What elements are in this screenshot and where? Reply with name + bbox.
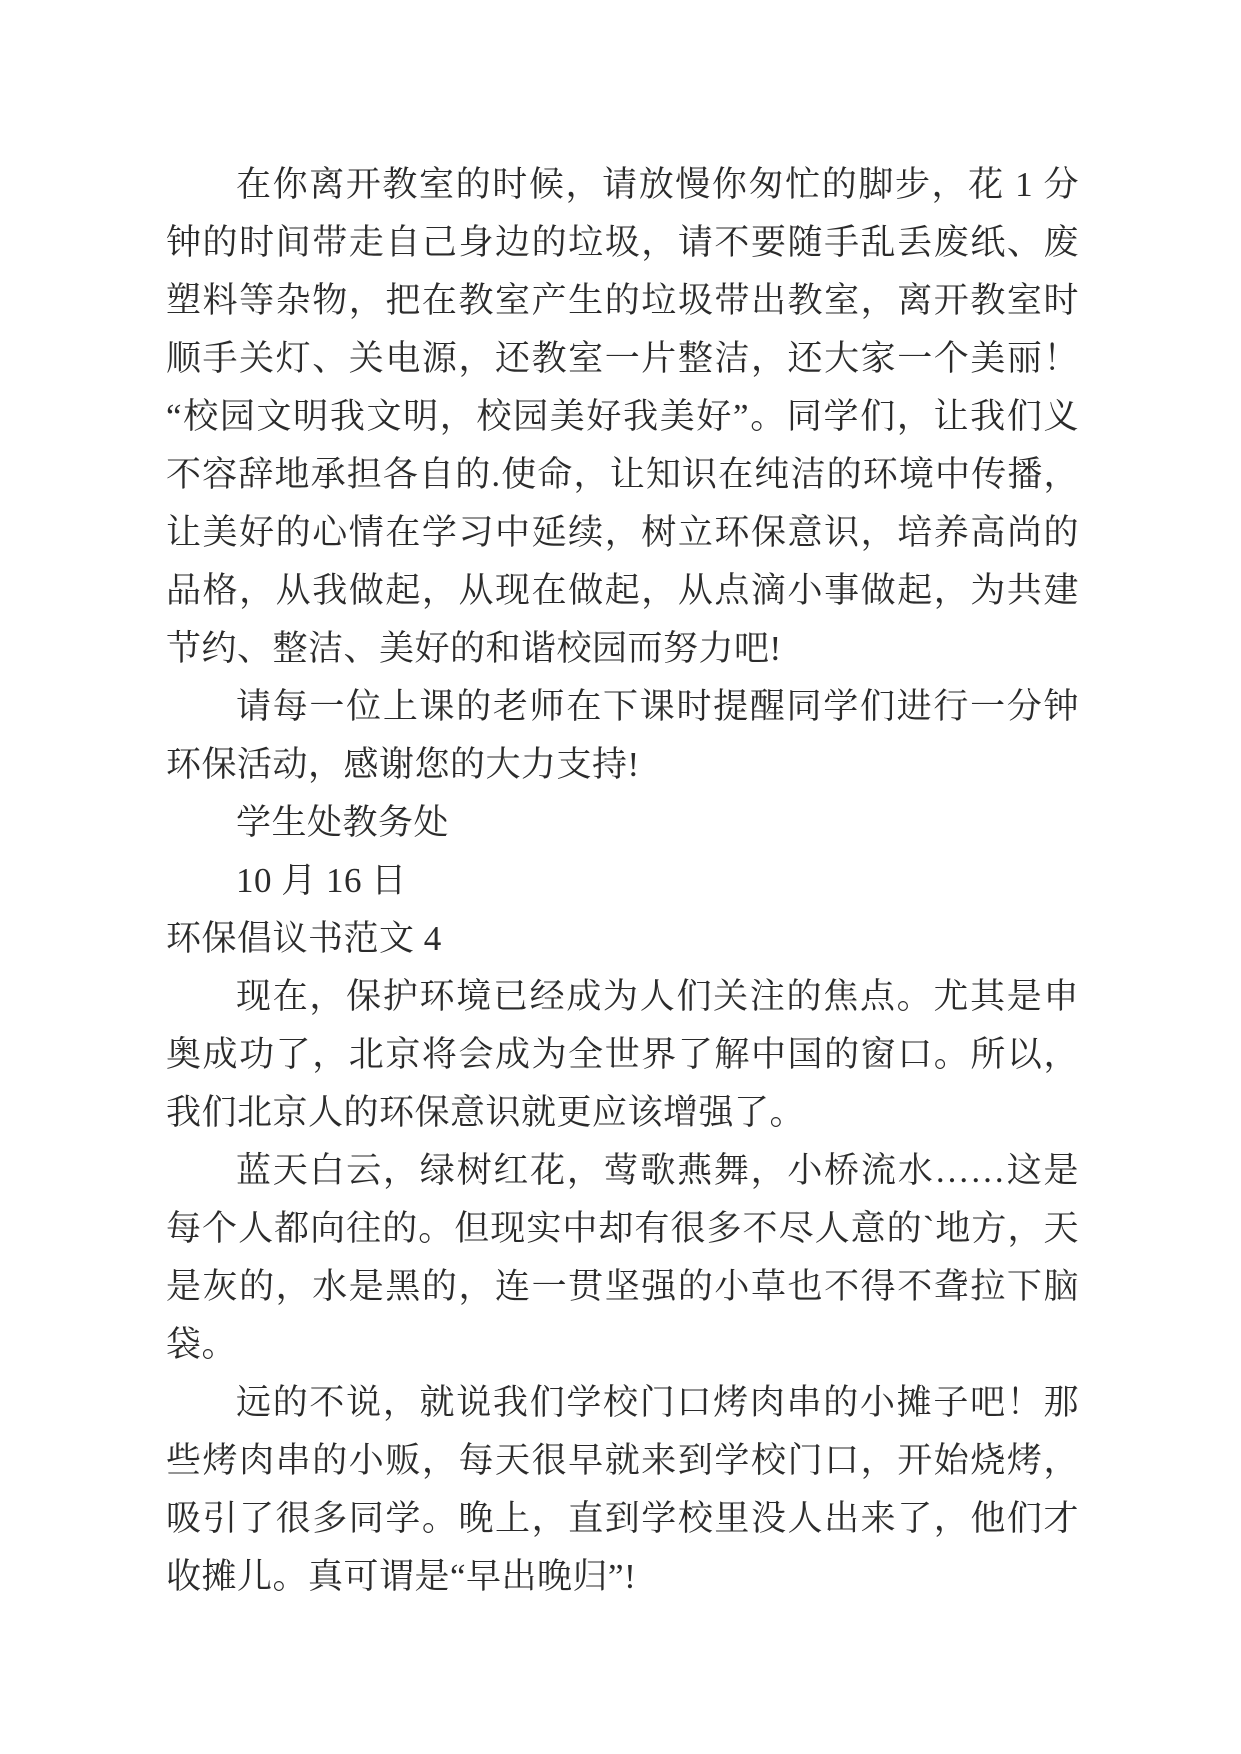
section-heading: 环保倡议书范文 4 (166, 919, 442, 958)
paragraph-teacher-request: 请每一位上课的老师在下课时提醒同学们进行一分钟环保活动，感谢您的大力支持! (166, 687, 1079, 784)
paragraph-classroom-cleanup: 在你离开教室的时候，请放慢你匆忙的脚步，花 1 分钟的时间带走自己身边的垃圾，请不要随手乱丢废纸、废塑料等杂物，把在教室产生的垃圾带出教室，离开教室时顺手关灯、关电源，还教室一片整洁，还大家一个美丽！“校园文明我文明，校园美好我美好”。同学们，让我们义不容辞地承担各自的.使命，让知识在纯洁的环境中传播，让美好的心情在学习中延续，树立环保意识，培养高尚的品格，从我做起，从现在做起，从点滴小事做起，为共建节约、整洁、美好的和谐校园而努力吧! (166, 165, 1079, 668)
paragraph-ideal-vs-reality: 蓝天白云，绿树红花，莺歌燕舞，小桥流水……这是每个人都向往的。但现实中却有很多不尽人意的`地方，天是灰的，水是黑的，连一贯坚强的小草也不得不聋拉下脑袋。 (166, 1151, 1079, 1364)
paragraph-beijing-olympics: 现在，保护环境已经成为人们关注的焦点。尤其是申奥成功了，北京将会成为全世界了解中国的窗口。所以，我们北京人的环保意识就更应该增强了。 (166, 977, 1079, 1132)
signature-line: 学生处教务处 (236, 803, 450, 842)
date-line: 10 月 16 日 (236, 861, 407, 900)
paragraph-bbq-stalls: 远的不说，就说我们学校门口烤肉串的小摊子吧！那些烤肉串的小贩，每天很早就来到学校门口，开始烧烤，吸引了很多同学。晚上，直到学校里没人出来了，他们才收摊儿。真可谓是“早出晚归”! (166, 1383, 1079, 1596)
